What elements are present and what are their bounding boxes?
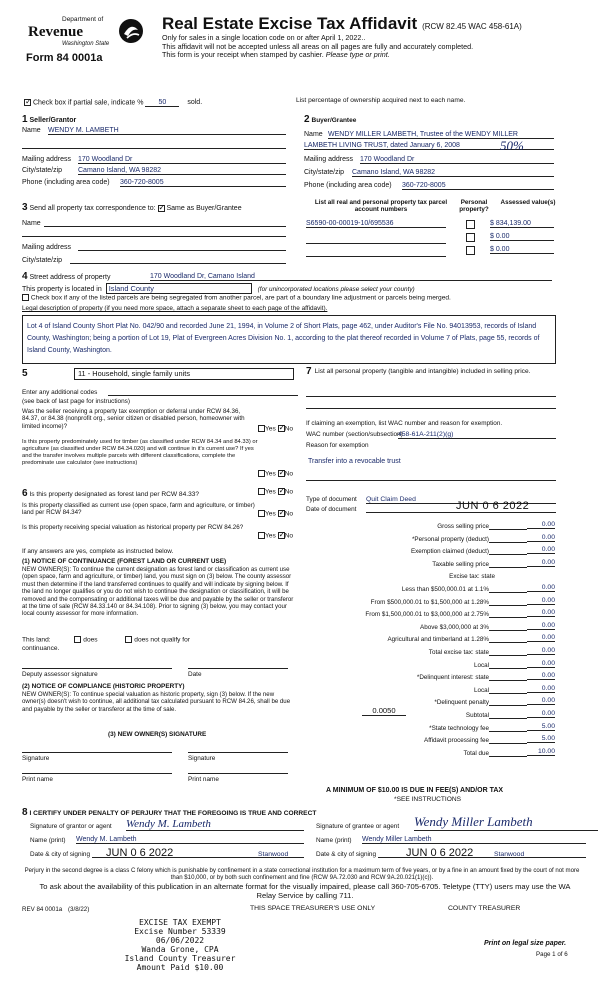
section3-city-row [22, 257, 286, 264]
tax-row-label: From $1,500,000.01 to $3,000,000 at 2.75% [365, 611, 489, 619]
grantor-date-row [30, 847, 304, 859]
section8-num: 8 [22, 807, 28, 818]
signature-line-2 [188, 752, 288, 753]
section4-county-row [22, 283, 415, 294]
tax-row-amount[interactable]: 0.00 [527, 622, 555, 630]
tax-row [305, 723, 555, 735]
notice1-title: (1) NOTICE OF CONTINUANCE (FOREST LAND OR CURRENT USE) [22, 558, 227, 565]
answers-note: If any answers are yes, complete as instructed below. [22, 548, 174, 555]
wac-row [306, 431, 556, 438]
stamp-line: EXCISE TAX EXEMPT [139, 918, 221, 927]
parcel-number-field[interactable]: S6590-00-00019-10/695536 [306, 220, 446, 228]
deputy-date-label: Date [188, 671, 202, 678]
header-note3-row [162, 51, 562, 60]
local-rate: 0.0050 [362, 706, 406, 716]
tax-row-leader [489, 642, 527, 643]
deputy-sig-line [22, 668, 172, 669]
buyer-percent-note: 50% [500, 138, 524, 153]
partial-sale-row [24, 99, 202, 107]
s6q3-yes-label: Yes [265, 532, 276, 540]
tax-row-label: Exemption claimed (deduct) [410, 548, 489, 556]
buyer-addr-row [304, 156, 554, 163]
certify-label: I CERTIFY UNDER PENALTY OF PERJURY THAT THE FOREGOING IS TRUE AND CORRECT [29, 810, 317, 817]
section3-num: 3 [22, 202, 28, 213]
s6q2-yes-checkbox[interactable] [258, 510, 265, 517]
revenue-logo [22, 14, 152, 68]
notice3-title: (3) NEW OWNER(S) SIGNATURE [108, 731, 207, 738]
s6q1-yes-label: Yes [265, 488, 276, 496]
notice2-text: NEW OWNER(S): To continue special valuation as historic property, sign (3) below. If the new owner(s) doesn't wish to continue, all additional tax calculated pursuant to RCW 84.26, shall be due and payable by the seller or transferor at the time of sale. [22, 691, 291, 713]
tax-row [305, 584, 555, 596]
s6q2-no-checkbox[interactable] [278, 510, 285, 517]
tax-row [305, 597, 555, 609]
additional-codes-note: (see back of last page for instructions) [22, 398, 130, 405]
grantor-name-field[interactable]: Wendy M. Lambeth [76, 836, 304, 844]
tax-row-label: Agricultural and timberland at 1.28% [387, 636, 489, 644]
buyer-name-field2[interactable]: LAMBETH LIVING TRUST, dated January 6, 2008 [304, 142, 554, 150]
tax-row-label: Total excise tax: state [428, 649, 489, 656]
page-number: Page 1 of 6 [536, 951, 568, 958]
section6-q1: Is this property designated as forest land per RCW 84.33? [29, 491, 200, 498]
section6-num: 6 [22, 488, 28, 499]
buyer-phone-field[interactable]: 360-720-8005 [402, 182, 554, 190]
tax-row-label: Less than $500,000.01 at 1.1% [401, 586, 489, 593]
reason-label: Reason for exemption [306, 442, 369, 449]
wa-logo-icon [118, 18, 144, 44]
header-note1: Only for sales in a single location code on or after April 1, 2022.. [162, 33, 366, 42]
tax-row [305, 672, 555, 684]
partial-sale-checkbox[interactable] [24, 99, 31, 106]
property-street-field[interactable]: 170 Woodland Dr, Camano Island [150, 273, 552, 281]
buyer-city-field[interactable]: Camano Island, WA 98282 [352, 169, 554, 177]
tax-row-amount[interactable]: 5.00 [527, 723, 555, 731]
print-name-line-2 [188, 773, 288, 774]
doc-type-field[interactable]: Quit Claim Deed [366, 496, 556, 504]
tax-row-leader [489, 554, 527, 555]
s6q1-no-checkbox[interactable] [278, 488, 285, 495]
section3-addr-label: Mailing address [22, 244, 72, 251]
q2-yes-label: Yes [265, 470, 276, 478]
tax-row-amount[interactable]: 0.00 [527, 685, 555, 693]
rev-label: REV 84 0001a [22, 906, 63, 913]
assessed-value-field[interactable]: $ 834,139.00 [490, 220, 554, 228]
tax-row-leader [489, 630, 527, 631]
tax-row-label: *Personal property (deduct) [411, 535, 489, 543]
section4-num: 4 [22, 271, 28, 282]
q2-yes-checkbox[interactable] [258, 470, 265, 477]
section5-q2-answers [258, 470, 293, 477]
seller-heading-label: Seller/Grantor [29, 117, 77, 124]
additional-codes-label: Enter any additional codes [22, 389, 98, 396]
personal-property-line2 [306, 408, 556, 409]
buyer-heading [304, 114, 356, 125]
tax-row [305, 647, 555, 659]
section7-row [306, 368, 556, 376]
section6-q2: Is this property classified as current use (open space, farm and agriculture, or timber) land per RCW 84.34? [22, 502, 255, 517]
partial-sale-label: Check box if partial sale, indicate % [32, 99, 144, 107]
s6q2-yes-label: Yes [265, 510, 276, 518]
tax-row-amount[interactable]: 0.00 [527, 634, 555, 642]
doc-date-stamp: JUN 0 6 2022 [456, 500, 530, 512]
tax-row [305, 685, 555, 697]
grantor-sig-row [30, 818, 304, 830]
grantee-sig-row [316, 814, 598, 830]
partial-sale-percent[interactable]: 50 [145, 99, 179, 107]
header-notes [162, 34, 562, 60]
grantee-date-stamp: JUN 0 6 2022 [406, 847, 474, 859]
assessed-value-field[interactable]: $ 0.00 [490, 233, 554, 241]
tax-row [305, 710, 555, 722]
parcel-number-field[interactable] [306, 243, 446, 244]
grantor-date-stamp: JUN 0 6 2022 [106, 847, 174, 859]
parcel-row [306, 246, 556, 258]
seller-heading [22, 114, 76, 125]
tax-row-leader [489, 605, 527, 606]
section4-street-row [22, 271, 552, 282]
tax-row-amount[interactable]: 0.00 [527, 710, 555, 718]
stamp-line: Island County Treasurer [124, 954, 236, 963]
tax-row [305, 559, 555, 571]
header-note2: This affidavit will not be accepted unless all areas on all pages are fully and accurately completed. [162, 41, 474, 51]
print-name-line-1 [22, 773, 172, 774]
section6-q3: Is this property receiving special valuation as historical property per RCW 84.26? [22, 524, 244, 531]
tax-row-label: Gross selling price [437, 523, 489, 530]
see-instructions: *SEE INSTRUCTIONS [394, 796, 462, 803]
section3-addr-field[interactable] [78, 250, 286, 251]
buyer-addr-field[interactable]: 170 Woodland Dr [360, 156, 554, 164]
additional-codes-field[interactable] [108, 395, 298, 396]
ownership-note: List percentage of ownership acquired next to each name. [296, 97, 466, 104]
continuance-label: continuance. [22, 645, 60, 652]
section5-q2: Is this property predominately used for timber (as classified under RCW 84.34 and 84.33) or agriculture (as classified under RCW 84.34.020) and will continue in it's current use? If yes and the transfer involves multiple parcels with different classifications, complete the predominate use calculator (see instructions) [22, 439, 258, 466]
doc-date-line [366, 512, 556, 513]
tax-row-amount[interactable]: 0.00 [527, 697, 555, 705]
q2-no-label: No [284, 470, 294, 478]
buyer-city-row [304, 169, 554, 176]
deputy-sig-label: Deputy assessor signature [22, 671, 98, 678]
grantee-name-row [316, 837, 586, 844]
seller-name-row [22, 127, 286, 134]
additional-codes-row [22, 389, 298, 396]
same-as-buyer-checkbox[interactable] [158, 205, 165, 212]
signature-label-1: Signature [22, 755, 50, 762]
deputy-date-line [188, 668, 288, 669]
segregated-checkbox[interactable] [22, 294, 29, 301]
section8-row [22, 807, 316, 818]
tax-row-label: Taxable selling price [432, 560, 489, 568]
buyer-addr-label: Mailing address [304, 156, 354, 163]
tax-row-amount[interactable]: 0.00 [527, 647, 555, 655]
personal-property-checkbox[interactable] [466, 233, 475, 242]
exemption-label: If claiming an exemption, list WAC number and reason for exemption. [306, 420, 503, 427]
tax-row-leader [489, 542, 527, 543]
stamp-line: Wanda Grone, CPA [141, 945, 219, 954]
dept-line3: Washington State [62, 41, 110, 47]
legal-description-field[interactable]: Lot 4 of Island County Short Plat No. 042/90 and recorded June 21, 1994, in Volume 2 of Short Plats, page 462, under Auditor's File No. 94013953, records of Island County, Washington; being a portion of Lot 19, Plat of Evergreen Acres Division No. 1, according to the plat thereof recorded in Volume 7 of Plats, page 55, records of Island County, Washington. [22, 315, 556, 364]
buyer-name-field1[interactable]: WENDY MILLER LAMBETH, Trustee of the WENDY MILLER [328, 131, 554, 139]
tax-row-amount[interactable]: 0.00 [527, 546, 555, 554]
parcel-row [306, 233, 556, 245]
q1-no-checkbox[interactable] [278, 425, 285, 432]
q1-yes-checkbox[interactable] [258, 425, 265, 432]
form-number: Form 84 0001a [26, 52, 103, 64]
tax-row [305, 622, 555, 634]
tax-row [305, 571, 555, 583]
wac-field[interactable]: 458-61A-211(2)(g) [398, 431, 556, 439]
parcel-row [306, 220, 556, 232]
buyer-name-label: Name [304, 131, 323, 138]
print-name-label-2: Print name [188, 776, 219, 783]
grantor-signature[interactable]: Wendy M. Lambeth [126, 818, 304, 831]
tax-row [305, 634, 555, 646]
seller-name-line2 [22, 148, 286, 149]
section5-q1: Was the seller receiving a property tax exemption or deferral under RCW 84.36, 84.37, or 84.38 (nonprofit org., senior citizen or disabled person, homeowner with limited income)? [22, 408, 245, 430]
header-note3b: Please type or print. [325, 50, 390, 60]
wac-label: WAC number (section/subsection) [306, 431, 403, 438]
section4-street-label: Street address of property [29, 274, 111, 281]
tax-row-label: Above $3,000,000 at 3% [420, 623, 489, 631]
stamp-line: 06/06/2022 [155, 936, 205, 945]
tax-row-leader [489, 617, 527, 618]
this-land-row [22, 636, 190, 643]
perjury-text: Perjury in the second degree is a class C felony which is punishable by confinement in a state correctional institution for a maximum term of five years, or by a fine in an amount fixed by the court of not more than $10,000, or by both such confinement and fine (RCW 9A.72.030 and RCW 9A.20.021(1)(c)). [24, 867, 580, 882]
grantee-date-label: Date & city of signing [316, 851, 377, 858]
segregated-label: Check box if any of the listed parcels are being segregated from another parcel, are part of a boundary line adjustment or parcels being merged. [30, 294, 451, 302]
section7-num: 7 [306, 366, 312, 377]
q1-yes-label: Yes [265, 425, 276, 433]
tax-row-label: *Delinquent penalty [434, 699, 489, 707]
seller-phone-row [22, 179, 286, 186]
same-as-buyer-label: Same as Buyer/Grantee [166, 205, 242, 212]
section3-row [22, 202, 242, 213]
grantee-name-field[interactable]: Wendy Miller Lambeth [362, 836, 586, 844]
grantor-name-label: Name (print) [30, 837, 66, 844]
seller-city-field[interactable]: Camano Island, WA 98282 [78, 167, 286, 175]
section3-name-label: Name [22, 220, 41, 227]
notice2-title: (2) NOTICE OF COMPLIANCE (HISTORIC PROPERTY) [22, 683, 185, 690]
section3-name-field[interactable] [44, 226, 286, 227]
tax-row-amount[interactable]: 0.00 [527, 660, 555, 668]
signature-line-1 [22, 752, 172, 753]
legal-description-label: Legal description of property (if you need more space, attach a separate sheet to each page of the affidavit). [22, 305, 328, 312]
tax-row [305, 546, 555, 558]
tax-row-leader [489, 731, 527, 732]
section5-q1-answers [258, 425, 293, 432]
tax-row-label: Local [473, 661, 489, 669]
buyer-heading-label: Buyer/Grantee [311, 117, 357, 124]
tax-row-label: Affidavit processing fee [424, 737, 489, 745]
tax-row-amount[interactable]: 0.00 [527, 559, 555, 567]
tax-row-label: Subtotal [465, 712, 489, 719]
treasurer-stamp [110, 918, 250, 972]
seller-phone-label: Phone (including area code) [22, 179, 110, 186]
tax-row-amount[interactable]: 0.00 [527, 584, 555, 592]
section3-addr-row [22, 244, 286, 251]
tax-row-leader [489, 668, 527, 669]
section3-city-label: City/state/zip [22, 257, 63, 264]
tax-row-leader [489, 680, 527, 681]
seller-city-label: City/state/zip [22, 167, 63, 174]
section6-q1-answers [258, 488, 293, 495]
header-note3: This form is your receipt when stamped by cashier. [162, 50, 324, 60]
personal-property-checkbox[interactable] [466, 246, 475, 255]
tax-row [305, 697, 555, 709]
tax-row-leader [489, 743, 527, 744]
assessed-value-field[interactable]: $ 0.00 [490, 246, 554, 254]
stamp-line: Excise Number 53339 [134, 927, 226, 936]
legal-paper-note: Print on legal size paper. [484, 940, 567, 947]
treasurer-only: THIS SPACE TREASURER'S USE ONLY [250, 905, 376, 912]
county-select[interactable]: Island County [106, 283, 252, 294]
dept-line2: Revenue [28, 24, 83, 40]
seller-addr-label: Mailing address [22, 156, 72, 163]
grantee-sig-label: Signature of grantee or agent [316, 823, 400, 830]
parcel-col3-header: Assessed value(s) [500, 199, 556, 206]
grantee-name-label: Name (print) [316, 837, 352, 844]
tax-row-leader [489, 705, 527, 706]
print-name-label-1: Print name [22, 776, 53, 783]
tax-row [305, 534, 555, 546]
section5-row [22, 368, 28, 379]
tax-row-leader [489, 718, 527, 719]
grantee-signature[interactable]: Wendy Miller Lambeth [414, 814, 598, 831]
rev-date: (3/8/22) [67, 906, 90, 913]
section6-q3-answers [258, 532, 293, 539]
does-label: does [83, 636, 98, 644]
dept-line1: Department of [62, 16, 104, 23]
county-treasurer: COUNTY TREASURER [448, 905, 521, 912]
seller-name-field[interactable]: WENDY M. LAMBETH [48, 127, 286, 135]
seller-city-row [22, 167, 286, 174]
grantee-date-row [316, 847, 586, 859]
section3-city-field[interactable] [70, 263, 286, 264]
form-title: Real Estate Excise Tax Affidavit [162, 14, 418, 33]
seller-phone-field[interactable]: 360-720-8005 [120, 179, 286, 187]
grantor-name-row [30, 837, 304, 844]
section3-label: Send all property tax correspondence to: [29, 205, 156, 212]
this-land-label: This land: [22, 636, 51, 644]
grantor-date-label: Date & city of signing [30, 851, 91, 858]
tax-row [305, 521, 555, 533]
tax-row [305, 609, 555, 621]
section5-num: 5 [22, 368, 28, 379]
tax-row-label: Local [473, 686, 489, 694]
s6q3-no-label: No [284, 532, 294, 540]
personal-property-checkbox[interactable] [466, 220, 475, 229]
does-not-label: does not qualify for [134, 636, 190, 644]
buyer-name-row [304, 131, 554, 138]
s6q1-yes-checkbox[interactable] [258, 488, 265, 495]
seller-name-label: Name [22, 127, 41, 134]
tax-row-amount[interactable]: 0.00 [527, 534, 555, 542]
section7-label: List all personal property (tangible and intangible) included in selling price. [314, 368, 531, 375]
tax-row-leader [489, 592, 527, 593]
doc-type-label: Type of document [306, 496, 357, 503]
tax-row [305, 660, 555, 672]
s6q3-yes-checkbox[interactable] [258, 532, 265, 539]
tax-row [305, 748, 555, 760]
form-rcw: (RCW 82.45 WAC 458-61A) [422, 22, 522, 31]
q1-no-label: No [284, 425, 294, 433]
tax-row [305, 735, 555, 747]
parcel-number-field[interactable] [306, 256, 446, 257]
tax-row-label: Total due [463, 749, 489, 757]
s6q1-no-label: No [284, 488, 294, 496]
minimum-note: A MINIMUM OF $10.00 IS DUE IN FEE(S) AND/OR TAX [326, 787, 504, 794]
tax-row-label: Excise tax: state [449, 573, 495, 581]
section3-name-row [22, 220, 286, 227]
grantee-city[interactable]: Stanwood [494, 851, 525, 858]
section4-located-label: This property is located in [22, 286, 102, 293]
buyer-phone-label: Phone (including area code) [304, 182, 392, 189]
doc-date-label: Date of document [306, 506, 357, 513]
page-title [162, 14, 522, 34]
availability-notice: To ask about the availability of this publication in an alternate format for the visually impaired, please call 360-705-6705. Teletype (TTY) users may use the WA Relay Service by calling 711. [39, 882, 571, 900]
unincorporated-note: (for unincorporated locations please select your county) [257, 286, 415, 293]
tax-row-label: *Delinquent interest: state [416, 674, 489, 682]
tax-row-leader [489, 756, 527, 757]
segregated-row [22, 294, 451, 301]
rev-row [22, 906, 89, 913]
reason-field[interactable]: Transfer into a revocable trust [308, 458, 401, 465]
parcel-col1-header: List all real and personal property tax parcel account numbers [314, 199, 448, 214]
tax-row-leader [489, 567, 527, 568]
does-not-checkbox[interactable] [125, 636, 132, 643]
does-checkbox[interactable] [74, 636, 81, 643]
tax-row-amount[interactable]: 10.00 [527, 748, 555, 756]
grantor-sig-label: Signature of grantor or agent [30, 823, 112, 830]
seller-addr-row [22, 156, 286, 163]
partial-sale-sold: sold. [187, 99, 203, 107]
buyer-num: 2 [304, 114, 310, 125]
section6-q2-answers [258, 510, 293, 517]
section6-q1-row [22, 488, 199, 499]
s6q3-no-checkbox[interactable] [278, 532, 285, 539]
personal-property-line1 [306, 396, 556, 397]
signature-label-2: Signature [188, 755, 216, 762]
q2-no-checkbox[interactable] [278, 470, 285, 477]
use-code-select[interactable]: 11 - Household, single family units [74, 368, 294, 380]
seller-addr-field[interactable]: 170 Woodland Dr [78, 156, 286, 164]
tax-row-amount[interactable]: 5.00 [527, 735, 555, 743]
perjury-notice [22, 867, 582, 881]
tax-row-label: *State technology fee [429, 724, 489, 732]
s6q2-no-label: No [284, 510, 294, 518]
stamp-line: Amount Paid $10.00 [136, 963, 224, 972]
parcel-col2-header: Personal property? [459, 199, 489, 214]
tax-row-amount[interactable]: 0.00 [527, 609, 555, 617]
tax-row-amount[interactable]: 0.00 [527, 672, 555, 680]
tax-row-amount[interactable]: 0.00 [527, 521, 555, 529]
reason-line [306, 480, 556, 481]
tax-row-amount[interactable]: 0.00 [527, 597, 555, 605]
buyer-city-label: City/state/zip [304, 169, 345, 176]
section3-name-line2 [22, 236, 286, 237]
seller-num: 1 [22, 114, 28, 125]
tax-row-leader [489, 693, 527, 694]
buyer-phone-row [304, 182, 554, 189]
grantor-city[interactable]: Stanwood [258, 851, 289, 858]
tax-row-leader [489, 655, 527, 656]
tax-row-leader [489, 529, 527, 530]
notice1-text: NEW OWNER(S): To continue the current designation as forest land or classification as current use (open space, farm and agriculture, or timber) land, you must sign on (3) below. The county assessor must then determine if the land transferred continues to qualify and will indicate by signing below. If the land no longer qualifies or you do not wish to continue the designation or classification, it will be removed and the compensating or additional taxes will be due and payable by the seller or transferor at the time of sale (RCW 84.33.140 or 84.34.108). Prior to signing (3) below, you may contact your local county assessor for more information. [22, 566, 294, 618]
tax-row-label: From $500,000.01 to $1,500,000 at 1.28% [370, 598, 489, 606]
